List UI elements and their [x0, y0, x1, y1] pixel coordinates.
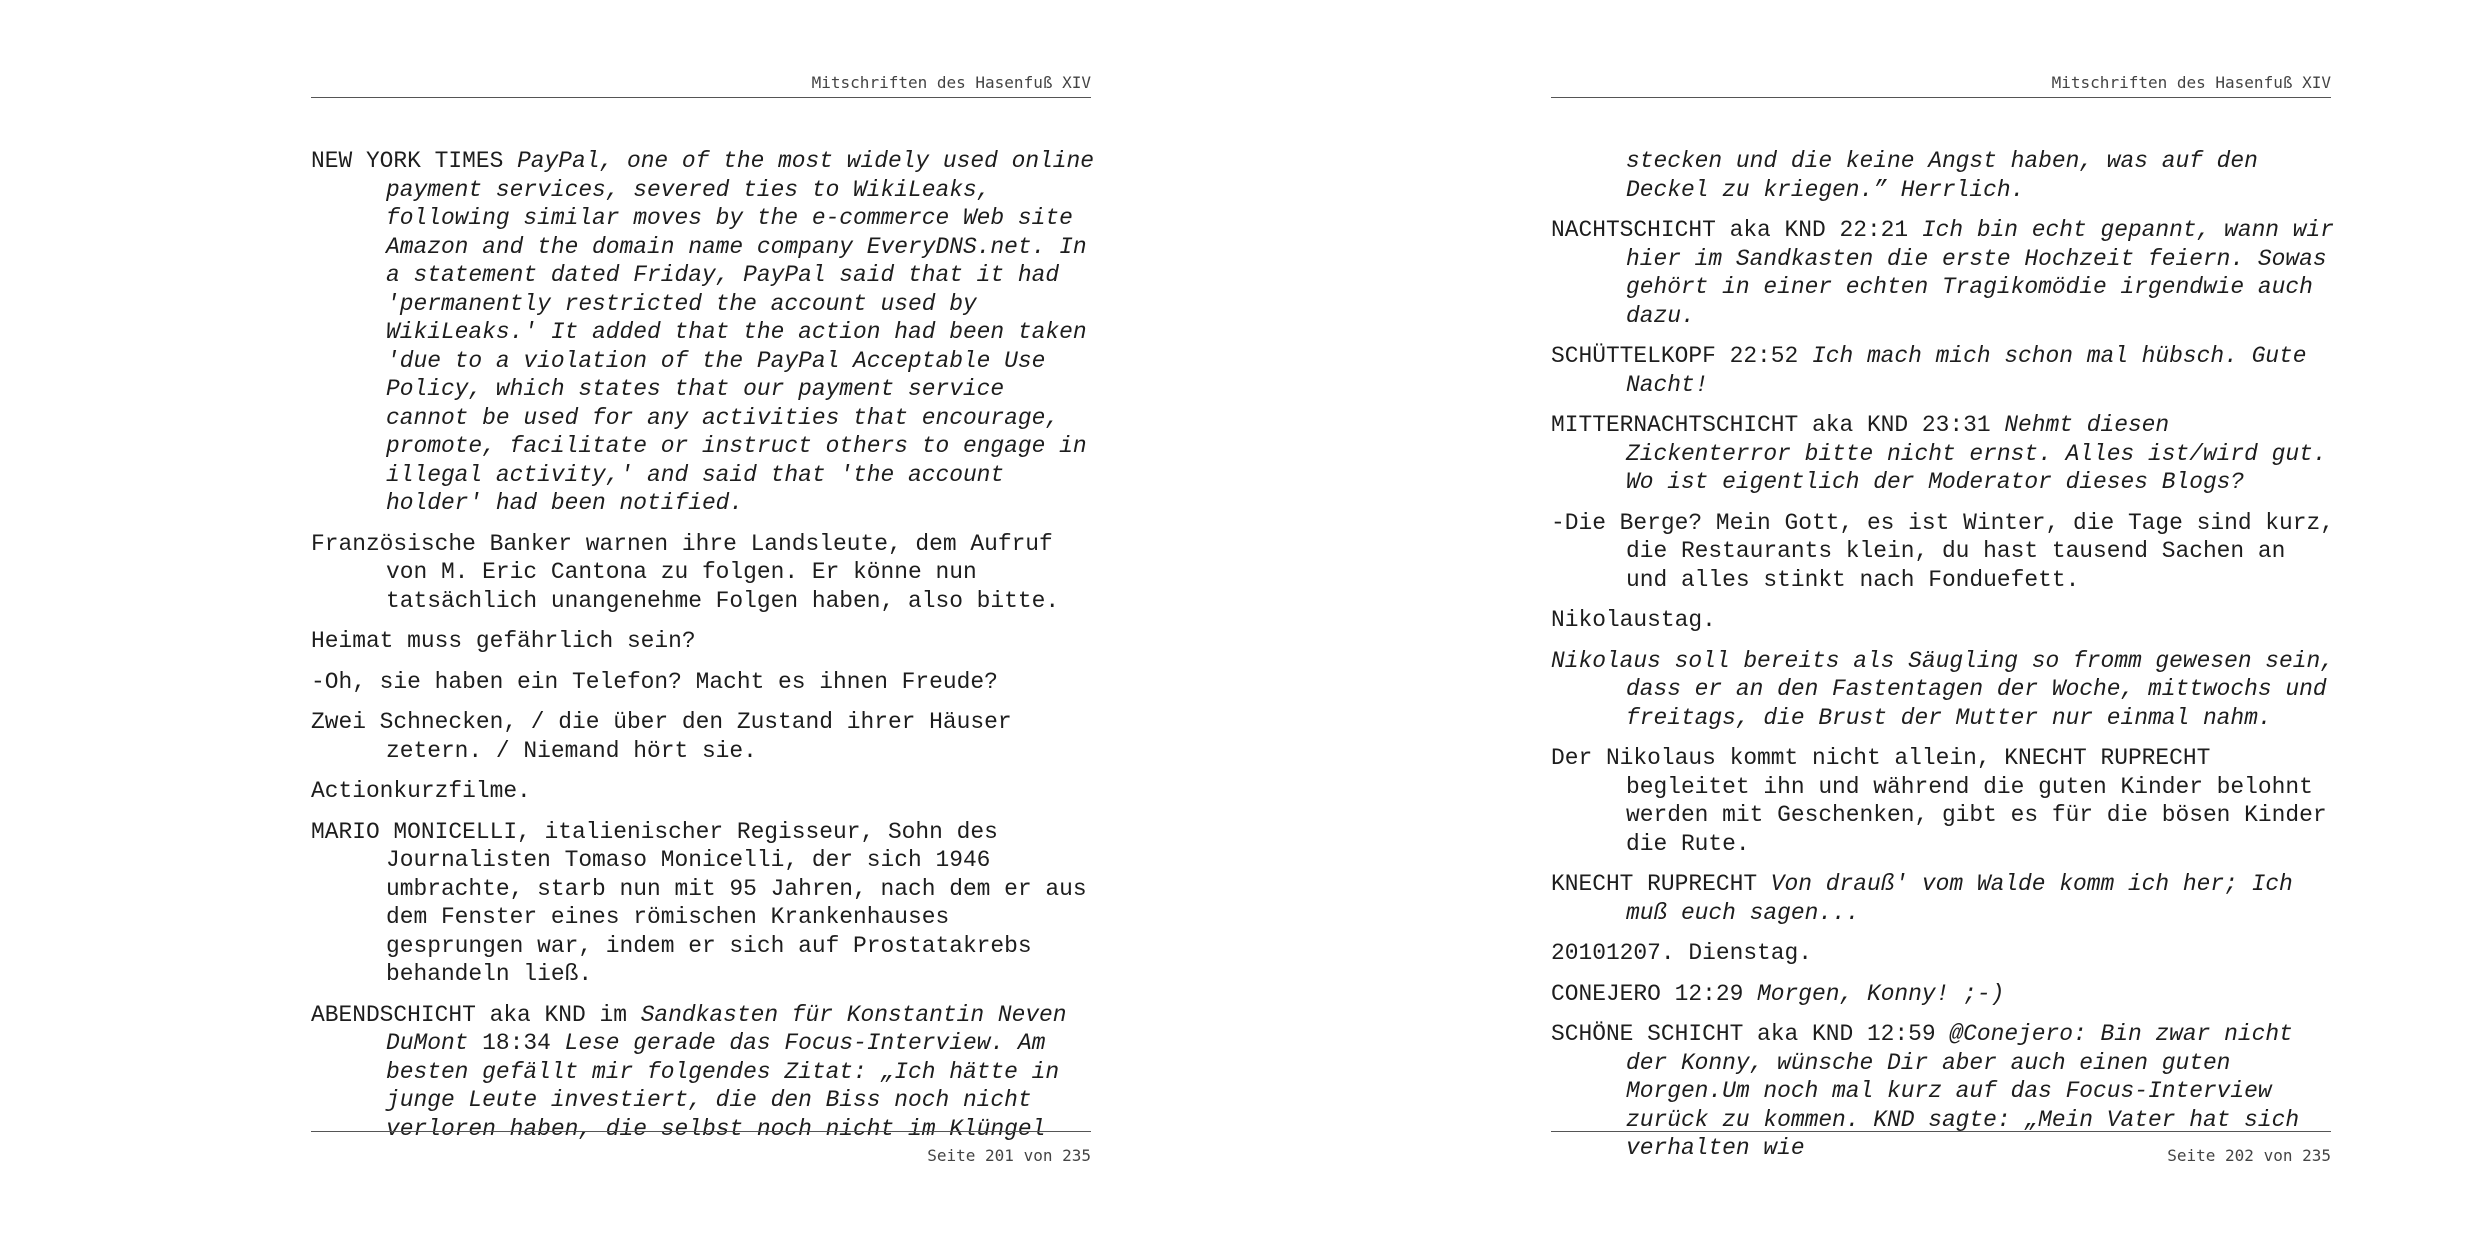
paragraph: [1551, 509, 2335, 595]
plain-text: -Die Berge? Mein Gott, es ist Winter, die Tage sind kurz, die Restaurants klein, du hast tausend Sachen an und alles stinkt nach Fonduefett.: [1551, 509, 2334, 593]
paragraph: [311, 627, 1095, 656]
italic-quote: Von drauß' vom Walde komm ich her; Ich muß euch sagen...: [1626, 871, 2293, 926]
running-header: Mitschriften des Hasenfuß XIV: [2051, 73, 2331, 92]
paragraph: [1551, 411, 2335, 497]
continued-paragraph: [1551, 147, 2335, 204]
plain-text: 20101207. Dienstag.: [1551, 940, 1812, 966]
italic-quote: Morgen, Konny! ;-): [1757, 980, 2005, 1007]
right-page: [1240, 0, 2480, 1240]
page-number: Seite 201 von 235: [927, 1146, 1091, 1165]
paragraph: [1551, 980, 2335, 1009]
paragraph: [311, 668, 1095, 697]
paragraph: [1551, 606, 2335, 635]
plain-text: MARIO MONICELLI, italienischer Regisseur, Sohn des Journalisten Tomaso Monicelli, der sich 1946 umbrachte, starb nun mit 95 Jahren, nach dem er aus dem Fenster eines römischen Krankenhauses gesprungen war, indem er sich auf Prostatakrebs behandeln ließ.: [311, 818, 1087, 987]
paragraph: [311, 530, 1095, 616]
plain-text: CONEJERO 12:29: [1551, 980, 1758, 1007]
italic-quote: stecken und die keine Angst haben, was auf den Deckel zu kriegen.” Herrlich.: [1626, 148, 2258, 203]
plain-text: NEW YORK TIMES: [311, 148, 518, 174]
paragraph: [311, 708, 1095, 765]
paragraph: [1551, 342, 2335, 399]
paragraph: [1551, 216, 2335, 330]
paragraph: [311, 777, 1095, 806]
header-rule: [1551, 97, 2331, 98]
italic-quote: Ich mach mich schon mal hübsch. Gute Nacht!: [1626, 343, 2307, 398]
plain-text: NACHTSCHICHT aka KND 22:21: [1551, 217, 1922, 243]
plain-text: -Oh, sie haben ein Telefon? Macht es ihnen Freude?: [311, 668, 998, 695]
paragraph: [311, 1001, 1095, 1144]
plain-text: KNECHT RUPRECHT: [1551, 871, 1771, 897]
plain-text: 18:34: [468, 1030, 565, 1056]
paragraph: [1551, 1020, 2335, 1163]
plain-text: MITTERNACHTSCHICHT aka KND 23:31: [1551, 412, 2005, 438]
plain-text: ABENDSCHICHT aka KND im: [311, 1001, 641, 1028]
plain-text: Zwei Schnecken, / die über den Zustand ihrer Häuser zetern. / Niemand hört sie.: [311, 709, 1012, 764]
page-number: Seite 202 von 235: [2167, 1146, 2331, 1165]
paragraph: [1551, 647, 2335, 733]
plain-text: Französische Banker warnen ihre Landsleute, dem Aufruf von M. Eric Cantona zu folgen. Er könne nun tatsächlich unangenehme Folgen haben, also bitte.: [311, 530, 1060, 614]
italic-quote: PayPal, one of the most widely used online payment services, severed ties to WikiLeaks, following similar moves by the e-commerce Web site Amazon and the domain name company EveryDNS.net. In a statement dated Friday, PayPal said that it had 'permanently restricted the account used by WikiLeaks.' It added that the action had been taken 'due to a violation of the PayPal Acceptable Use Policy, which states that our payment service cannot be used for any activities that encourage, promote, facilitate or instruct others to engage in illegal activity,' and said that 'the account holder' had been notified.: [386, 148, 1095, 516]
paragraph: [311, 818, 1095, 989]
italic-quote: Lese gerade das Focus-Interview. Am besten gefällt mir folgendes Zitat: „Ich hätte in junge Leute investiert, die den Biss noch nicht verloren haben, die selbst noch nicht im Klüngel: [386, 1030, 1060, 1142]
paragraph: [1551, 744, 2335, 858]
plain-text: Nikolaustag.: [1551, 607, 1716, 633]
footer-rule: [311, 1131, 1091, 1132]
paragraph: [1551, 870, 2335, 927]
plain-text: SCHÜTTELKOPF 22:52: [1551, 343, 1812, 369]
running-header: Mitschriften des Hasenfuß XIV: [811, 73, 1091, 92]
page-body: [1551, 147, 2335, 1175]
paragraph: [311, 147, 1095, 518]
italic-quote: Sandkasten für Konstantin Neven DuMont: [386, 1001, 1067, 1056]
italic-quote: Ich bin echt gepannt, wann wir hier im Sandkasten die erste Hochzeit feiern. Sowas gehört in einer echten Tragikomödie irgendwie auch dazu.: [1626, 217, 2334, 329]
italic-quote: Nikolaus soll bereits als Säugling so fromm gewesen sein, dass er an den Fastentagen der Woche, mittwochs und freitags, die Brust der Mutter nur einmal nahm.: [1551, 647, 2334, 731]
plain-text: SCHÖNE SCHICHT aka KND 12:59: [1551, 1021, 1950, 1047]
plain-text: Heimat muss gefährlich sein?: [311, 628, 696, 654]
page-body: [311, 147, 1095, 1155]
italic-quote: Nehmt diesen Zickenterror bitte nicht ernst. Alles ist/wird gut. Wo ist eigentlich der Moderator dieses Blogs?: [1626, 412, 2327, 495]
footer-rule: [1551, 1131, 2331, 1132]
paragraph: [1551, 939, 2335, 968]
plain-text: Actionkurzfilme.: [311, 778, 531, 804]
plain-text: Der Nikolaus kommt nicht allein, KNECHT RUPRECHT begleitet ihn und während die guten Kinder belohnt werden mit Geschenken, gibt es für die bösen Kinder die Rute.: [1551, 745, 2327, 857]
italic-quote: @Conejero: Bin zwar nicht der Konny, wünsche Dir aber auch einen guten Morgen.Um noch mal kurz auf das Focus-Interview zurück zu kommen. KND sagte: „Mein Vater hat sich verhalten wie: [1626, 1021, 2300, 1161]
header-rule: [311, 97, 1091, 98]
